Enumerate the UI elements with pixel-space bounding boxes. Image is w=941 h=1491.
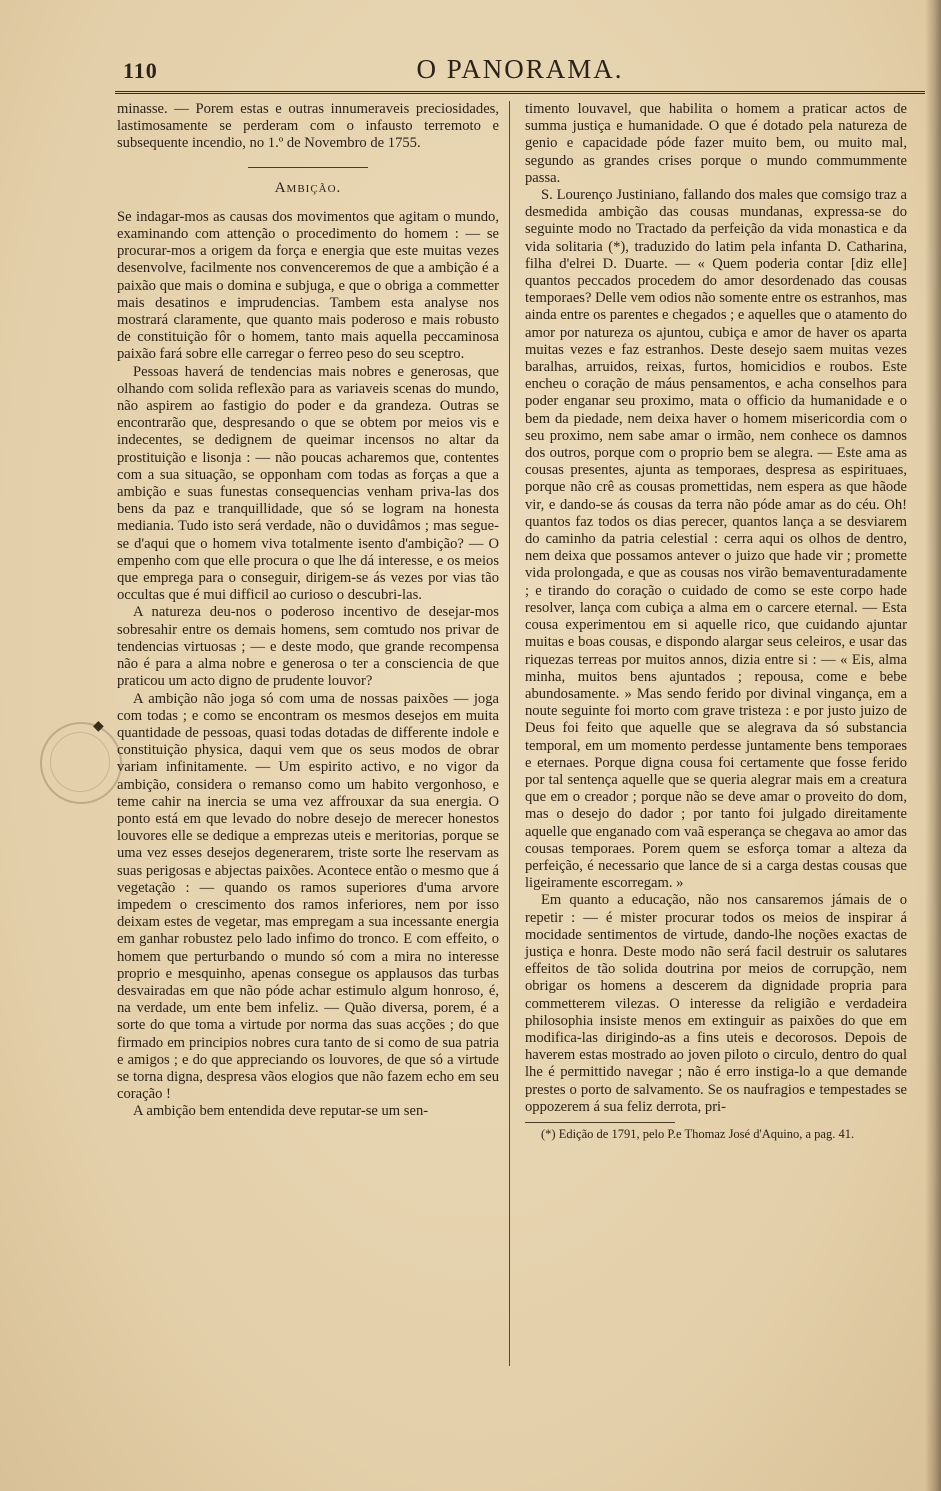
page-header bbox=[115, 52, 925, 88]
paragraph: S. Lourenço Justiniano, fallando dos males que comsigo traz a desmedida ambição das cousas mundanas, expressa-se do seguinte modo no Tractado da perfeição da vida monastica e da vida solitaria (*), traduzido do latim pela infanta D. Catharina, filha d'elrei D. Duarte. — « Quem poderia contar [diz elle] quantos peccados procedem do amor desordenado das cousas temporaes? Delle vem odios não somente entre os estranhos, mas ainda entre os parentes e chegados ; e aquelles que o atamento do amor por natureza os ajuntou, cubiça e amor de haver os aparta muitas vezes e faz estranhos. Deste desejo saem muitas vezes baralhas, arruidos, reixas, furtos, homicidios e roubos. Este encheu o coração de máus pensamentos, e acha conselhos para poder enganar seu proximo, mata o officio da humanidade e o bem da piedade, nem deixa haver o homem misericordia com o seu proximo, nem sabe amar o irmão, nem conhece os damnos dos outros, porque com o proprio bem se alegra. — Este ama as cousas presentes, ajunta as temporaes, despresa as espirituaes, porque não crê as cousas promettidas, nem espera as que hãode vir, e dando-se ás cousas da terra não póde amar as do céu. Oh! quantos faz todos os dias perecer, quantos lança a se desviarem do caminho da patria celestial : cerra aqui os olhos de dentro, nem deixa que possamos antever o juizo que hade vir ; promette vida prolongada, e que as cousas nos virão bemaventuradamente ; e tirando do coração o cuidado de como se este corpo hade resolver, lança com cubiça a alma em o carcere eternal. — Esta cousa experimentou em si aquelle rico, que cuidando ajuntar muitas e boas cousas, e dispondo alargar seus celeiros, e usar das riquezas terreas por muitos annos, dizia entre si : — « Eis, alma minha, muitos bens ajuntados ; repousa, come e bebe abundosamente. » Mas sendo ferido por divinal vingança, em a noute seguinte foi morto com grave tristeza : e por justo juizo de Deus foi feito que aquelle que se alegrava da só substancia temporal, em um momento perdesse juntamente bens temporaes e eternaes. Porque digna cousa foi certamente que fosse ferido por tal sentença aquelle que se queria alegrar mais em a creatura que em o creador ; porque não se deve amar o proveito do dom, mas o desejo do dador ; por tanto foi julgado direitamente aquelle que enganado com vaã esperança se chegava ao amor das cousas temporaes. Porem quem se esforça tomar a alteza da perfeição, é necessario que lance de si a carga destas cousas que ligeiramente escorregam. » bbox=[525, 187, 907, 892]
margin-mark: ◆ bbox=[93, 719, 104, 734]
running-title: O PANORAMA. bbox=[416, 54, 624, 84]
paragraph: Se indagar-mos as causas dos movimentos que agitam o mundo, examinando com attenção o procedimento do homem : — se procurar-mos a origem da força e energia que este muitas vezes desenvolve, facilmente nos convenceremos de que a ambição é a paixão que mais o domina e subjuga, e que o obriga a commetter mais desatinos e imprudencias. Tambem esta analyse nos mostrará claramente, que quanto mais poderoso e mais robusto de constituição fôr o homem, tanto mais aquella peccaminosa paixão fará sobre elle carregar o ferreo peso do seu sceptro. bbox=[117, 208, 499, 363]
library-stamp bbox=[40, 722, 122, 804]
paragraph: A ambição bem entendida deve reputar-se um sen- bbox=[133, 1103, 429, 1120]
paragraph: A ambição não joga só com uma de nossas paixões — joga com todas ; e como se encontram os mesmos desejos em muita quantidade de pessoas, quasi todas dotadas de differente indole e constituição physica, daqui vem que os seus modos de obrar variam infinitamente. — Um espirito activo, e no vigor da ambição, considera o remanso como um habito vergonhoso, e teme cahir na inercia se uma vez affrouxar da sua energia. O ponto está em que levado do nobre desejo de merecer honestos louvores elle se dedique a emprezas uteis e meritorias, porque se uma vez esses desejos degenerarem, triste sorte lhe reservam as suas perigosas e abjectas paixões. Acontece então o mesmo que á vegetação : — quando os ramos superiores d'uma arvore impedem o crescimento dos ramos inferiores, nem por isso deixam estes de vegetar, mas empregam a sua incessante energia em ganhar robustez pelo lado infimo do tronco. E com effeito, o homem que perturbando o mundo só com a mira no interesse proprio e mesquinho, apenas consegue os applausos das turbas desvairadas em que não póde achar estimulo algum honroso, é, na verdade, um ente bem infeliz. — Quão diversa, porem, é a sorte do que toma a virtude por norma das suas acções ; do que firmado em principios nobres cura tanto de si como de sua patria e amigos ; e do que appreciando os louvores, de que só a virtude se torna digna, despresa vãos elogios que não fazem echo em seu coração ! bbox=[117, 690, 499, 1103]
paragraph: A natureza deu-nos o poderoso incentivo de desejar-mos sobresahir entre os demais homens, sem comtudo nos privar de tendencias virtuosas ; — e deste modo, que grande recompensa não é para a alma nobre e generosa o ter a consciencia de que praticou um acto digno de prudente louvor? bbox=[117, 604, 499, 690]
paragraph: minasse. — Porem estas e outras innumeraveis preciosidades, lastimosamente se perderam com o infausto terremoto e subsequente incendio, no 1.º de Novembro de 1755. bbox=[117, 101, 499, 152]
page-edge-shadow bbox=[925, 0, 941, 1491]
footnote: (*) Edição de 1791, pelo P.e Thomaz José d'Aquino, a pag. 41. bbox=[541, 1126, 855, 1141]
header-rule bbox=[115, 91, 925, 94]
left-column bbox=[117, 101, 499, 1121]
right-column bbox=[525, 101, 907, 1142]
paragraph: Pessoas haverá de tendencias mais nobres e generosas, que olhando com solida reflexão para as variaveis scenas do mundo, não aspirem ao fastigio do poder e da grandeza. Outras se encontrarão que, despresando o que se obtem por meios vis e indecentes, se dedignem de queimar incensos no altar da prostituição e lisonja : — não poucas acharemos que, contentes com a sua situação, se opponham com todas as forças a que a ambição e suas funestas consequencias venham priva-las dos bens da paz e tranquillidade, que só se logram na honesta mediania. Tudo isto será verdade, não o duvidâmos ; mas segue-se d'aqui que o homem viva totalmente isento d'ambição? — O empenho com que elle procura o que lhe dá interesse, e os meios que emprega para o conseguir, dirigem-se ás vezes por vias tão occultas que é mui difficil ao curioso o descubri-las. bbox=[117, 363, 499, 604]
column-divider bbox=[509, 101, 510, 1366]
paragraph: timento louvavel, que habilita o homem a praticar actos de summa justiça e humanidade. O que é dotado pela natureza de genio e capacidade póde fazer muito bem, ou muito mal, segundo as grandes crises porque o mundo commummente passa. bbox=[525, 101, 907, 186]
separator-rule bbox=[248, 167, 368, 168]
section-title: Ambição. bbox=[274, 179, 342, 196]
footnote-rule bbox=[525, 1122, 675, 1123]
page-number: 110 bbox=[123, 58, 158, 83]
paragraph: Em quanto a educação, não nos cansaremos jámais de o repetir : — é mister procurar todos os meios de inspirar á mocidade sentimentos de virtude, dando-lhe noções exactas de justiça e honra. Deste modo não será facil destruir os salutares effeitos de tão solida doutrina por meios de corrupção, nem obrigar os homens a descerem da dignidade propria para commetterem vilezas. O interesse da religião e verdadeira philosophia insiste menos em extinguir as paixões do que em modifica-las dirigindo-as a fins uteis e decorosos. Depois de haverem estas mostrado ao joven piloto o circulo, dentro do qual lhe é permittido navegar ; não é erro instiga-lo a que demande prestes o porto de salvamento. Se os naufragios e tempestades se oppozerem á sua feliz derrota, pri- bbox=[525, 892, 907, 1115]
